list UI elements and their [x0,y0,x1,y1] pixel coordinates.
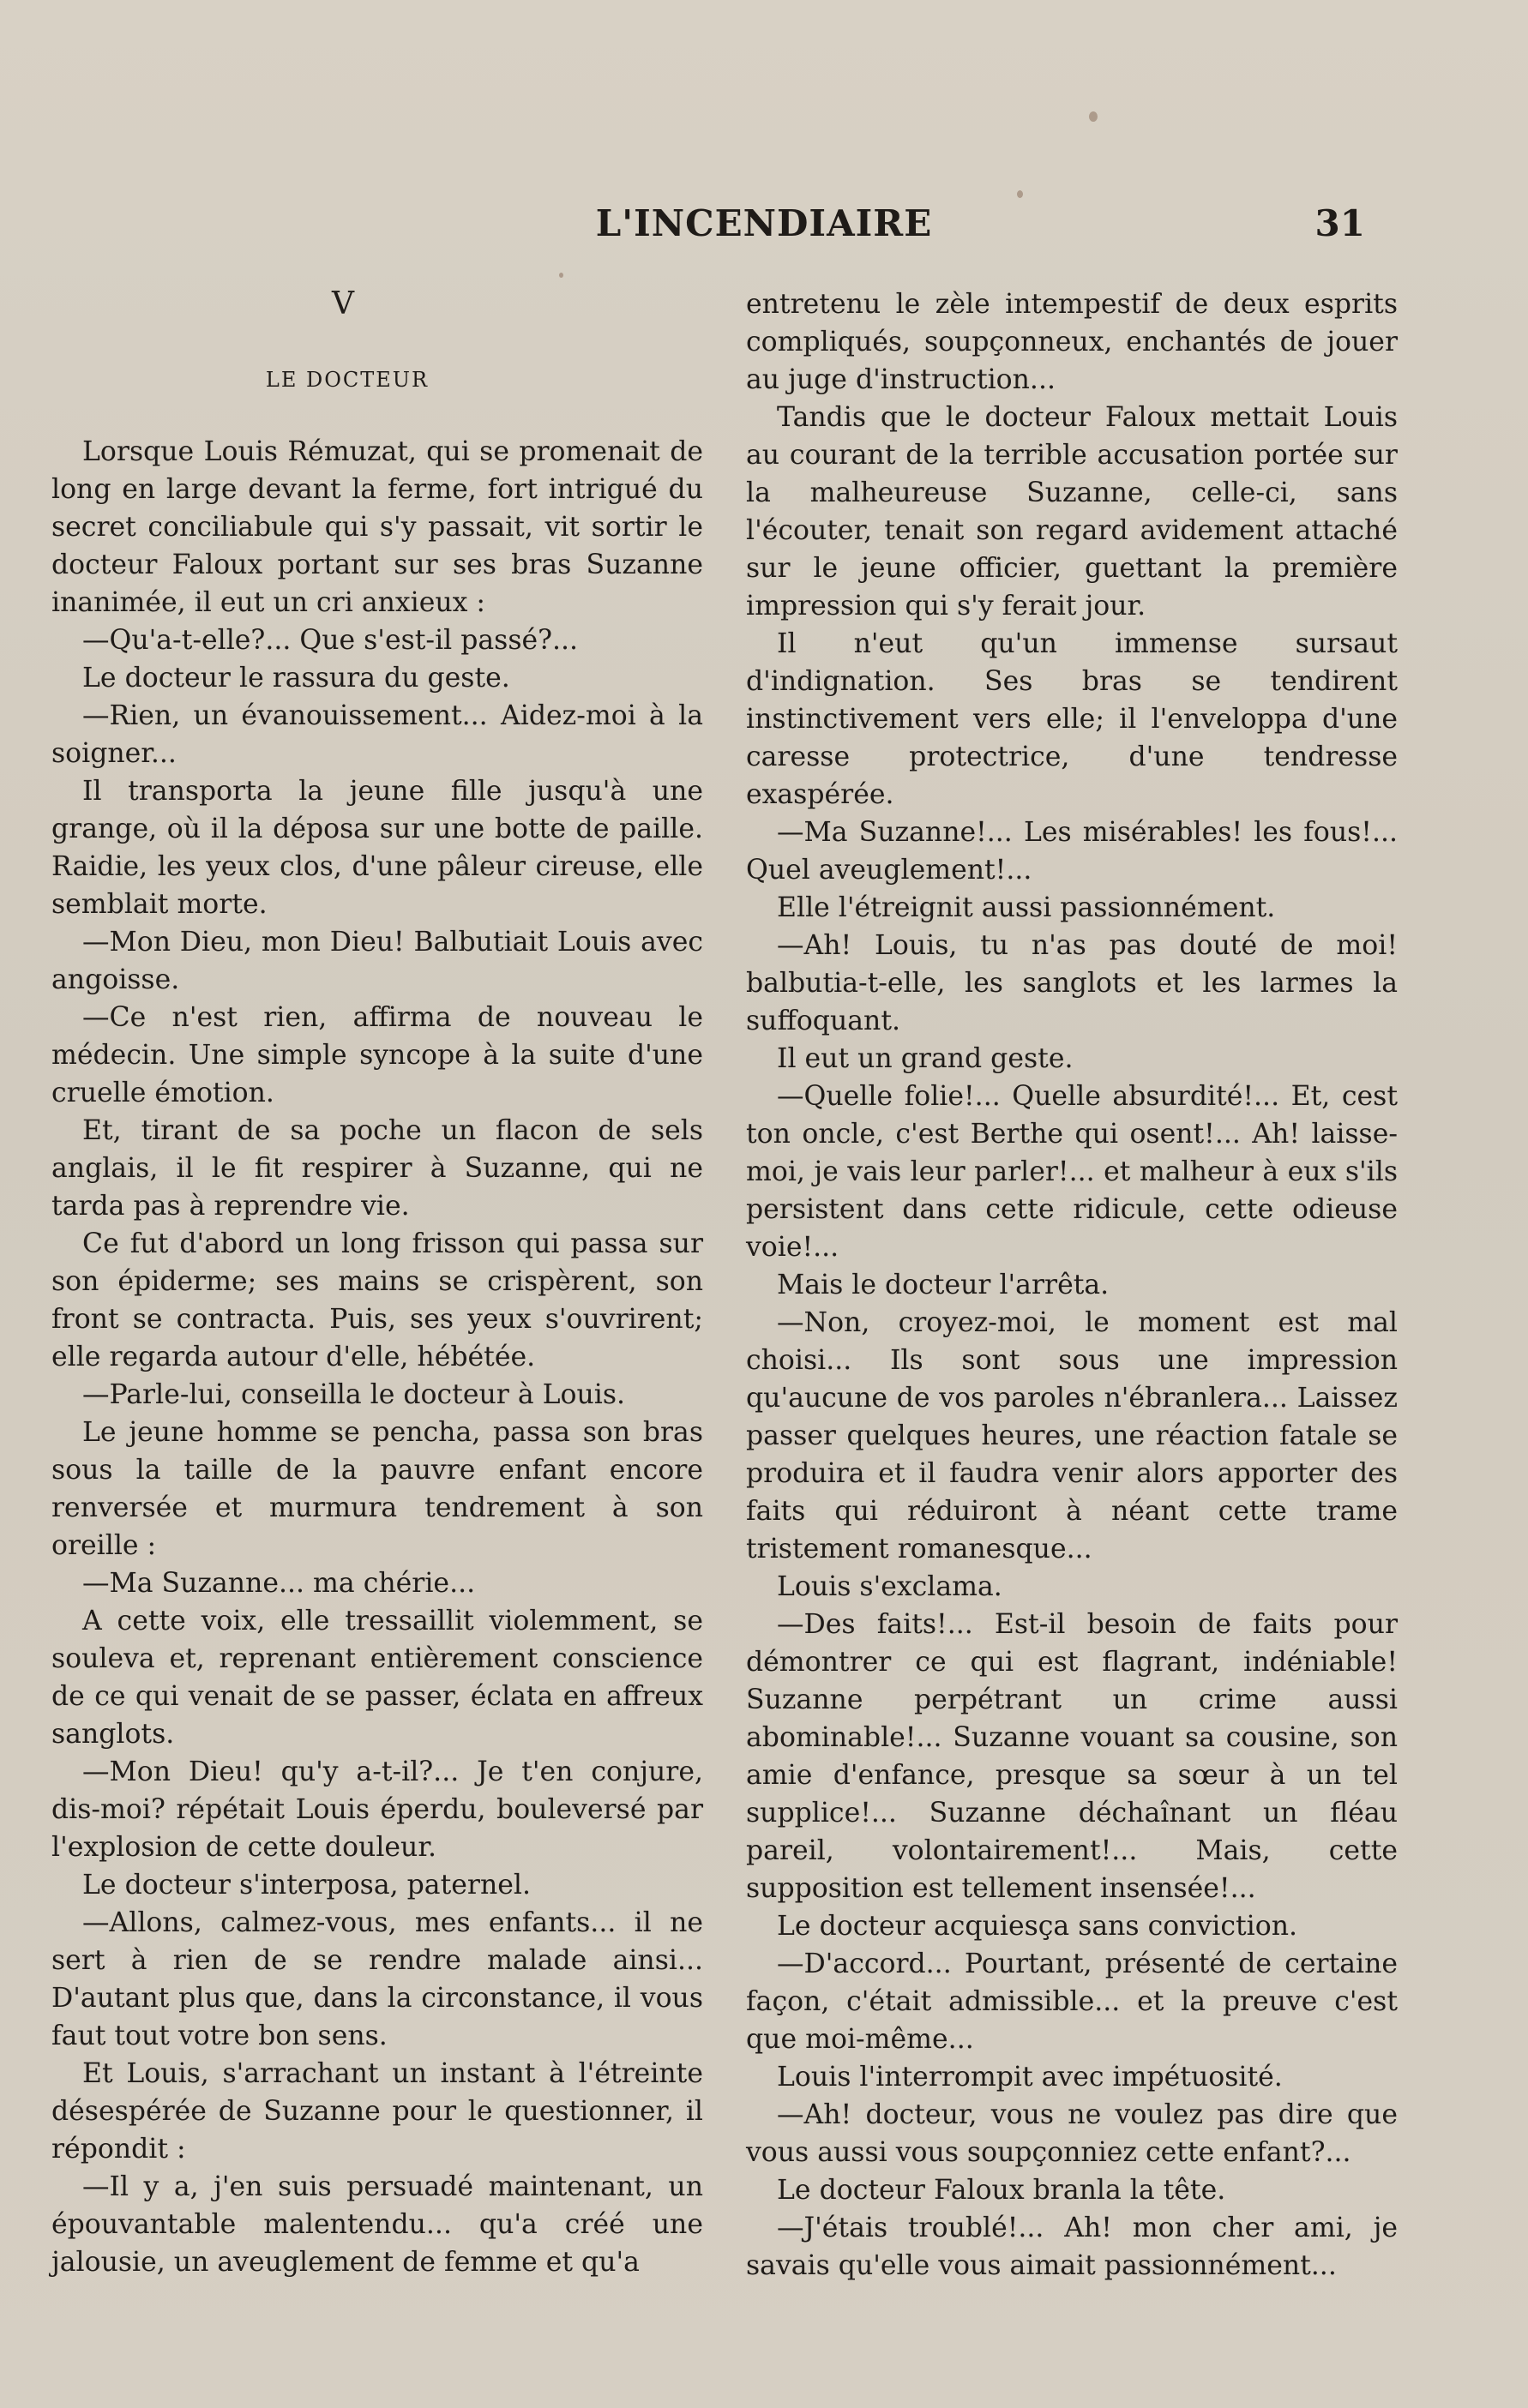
paragraph: Et Louis, s'arrachant un instant à l'étreinte désespérée de Suzanne pour le questionner, il répondit : [51,2058,703,2165]
right-column [746,285,1398,2285]
paragraph: —Ma Suzanne!... Les misérables! les fous!... Quel aveuglement!... [746,817,1398,886]
paragraph: —Non, croyez-moi, le moment est mal choisi... Ils sont sous une impression qu'aucune de vos paroles n'ébranlera... Laissez passer quelques heures, une réaction fatale se produira et il faudra venir alors apporter des faits qui réduiront à néant cette trame tristement romanesque... [746,1307,1398,1564]
paragraph: Lorsque Louis Rémuzat, qui se promenait de long en large devant la ferme, fort intrigué du secret conciliabule qui s'y passait, vit sortir le docteur Faloux portant sur ses bras Suzanne inanimée, il eut un cri anxieux : [51,436,703,618]
paragraph: Il eut un grand geste. [777,1043,1074,1074]
paragraph: Ce fut d'abord un long frisson qui passa sur son épiderme; ses mains se crispèrent, son front se contracta. Puis, ses yeux s'ouvrirent; elle regarda autour d'elle, hébétée. [51,1228,703,1372]
paragraph: —J'étais troublé!... Ah! mon cher ami, je savais qu'elle vous aimait passionnément... [746,2213,1398,2281]
paragraph: —Rien, un évanouissement... Aidez-moi à la soigner... [51,700,703,769]
paragraph: A cette voix, elle tressaillit violemment, se souleva et, reprenant entièrement conscience de ce qui venait de se passer, éclata en affreux sanglots. [51,1606,703,1750]
chapter-title: LE DOCTEUR [265,368,430,392]
paragraph: —Allons, calmez-vous, mes enfants... il ne sert à rien de se rendre malade ainsi... D'autant plus que, dans la circonstance, il vous faut tout votre bon sens. [51,1907,703,2051]
paragraph: Le docteur Faloux branla la tête. [777,2175,1226,2206]
paragraph: —Qu'a-t-elle?... Que s'est-il passé?... [82,625,579,656]
paragraph: —D'accord... Pourtant, présenté de certaine façon, c'était admissible... et la preuve c'est que moi-même... [746,1949,1398,2055]
paragraph: Le docteur acquiesça sans conviction. [777,1911,1298,1942]
running-title: L'INCENDIAIRE [595,202,933,244]
paragraph: —Parle-lui, conseilla le docteur à Louis. [82,1379,626,1410]
paragraph: Tandis que le docteur Faloux mettait Louis au courant de la terrible accusation portée sur la malheureuse Suzanne, celle-ci, sans l'écouter, tenait son regard avidement attaché sur le jeune officier, guettant la première impression qui s'y ferait jour. [746,402,1398,622]
paragraph: —Quelle folie!... Quelle absurdité!... Et, cest ton oncle, c'est Berthe qui osent!... Ah! laisse-moi, je vais leur parler!... et malheur à eux s'ils persistent dans cette ridicule, cette odieuse voie!... [746,1081,1398,1263]
paragraph: Louis s'exclama. [777,1571,1002,1602]
paper-speck [1017,190,1023,198]
paper-speck [559,273,563,278]
paragraph: —Ce n'est rien, affirma de nouveau le médecin. Une simple syncope à la suite d'une cruelle émotion. [51,1002,703,1108]
paragraph: Mais le docteur l'arrêta. [777,1270,1110,1300]
chapter-number: V [332,286,354,321]
paragraph: —Ma Suzanne... ma chérie... [82,1568,476,1599]
page-number: 31 [1314,202,1365,244]
paragraph: —Des faits!... Est-il besoin de faits pour démontrer ce qui est flagrant, indéniable! Suzanne perpétrant un crime aussi abominable!... Suzanne vouant sa cousine, son amie d'enfance, presque sa sœur à un tel supplice!... Suzanne déchaînant un fléau pareil, volontairement!... Mais, cette supposition est tellement insensée!... [746,1609,1398,1904]
paragraph: —Ah! Louis, tu n'as pas douté de moi! balbutia-t-elle, les sanglots et les larmes la suffoquant. [746,930,1398,1036]
paragraph: —Mon Dieu, mon Dieu! Balbutiait Louis avec angoisse. [51,927,703,995]
paragraph: —Il y a, j'en suis persuadé maintenant, un épouvantable malentendu... qu'a créé une jalousie, un aveuglement de femme et qu'a [51,2171,703,2278]
paragraph: Elle l'étreignit aussi passionnément. [777,892,1276,923]
paragraph: Le docteur le rassura du geste. [82,663,510,694]
paragraph-continuation: entretenu le zèle intempestif de deux esprits compliqués, soupçonneux, enchantés de jouer au juge d'instruction... [746,289,1398,395]
paragraph: Il transporta la jeune fille jusqu'à une grange, où il la déposa sur une botte de paille. Raidie, les yeux clos, d'une pâleur cireuse, elle semblait morte. [51,776,703,920]
paper-speck [1089,111,1098,122]
paragraph: —Ah! docteur, vous ne voulez pas dire que vous aussi vous soupçonniez cette enfant?... [746,2099,1398,2168]
paragraph: Et, tirant de sa poche un flacon de sels anglais, il le fit respirer à Suzanne, qui ne tarda pas à reprendre vie. [51,1115,703,1222]
paragraph: Louis l'interrompit avec impétuosité. [777,2062,1283,2093]
paragraph: —Mon Dieu! qu'y a-t-il?... Je t'en conjure, dis-moi? répétait Louis éperdu, bouleversé par l'explosion de cette douleur. [51,1756,703,1863]
paragraph: Le jeune homme se pencha, passa son bras sous la taille de la pauvre enfant encore renversée et murmura tendrement à son oreille : [51,1417,703,1561]
paragraph: Le docteur s'interposa, paternel. [82,1870,531,1901]
paragraph: Il n'eut qu'un immense sursaut d'indignation. Ses bras se tendirent instinctivement vers elle; il l'enveloppa d'une caresse protectrice, d'une tendresse exaspérée. [746,628,1398,810]
left-column [51,285,703,2281]
